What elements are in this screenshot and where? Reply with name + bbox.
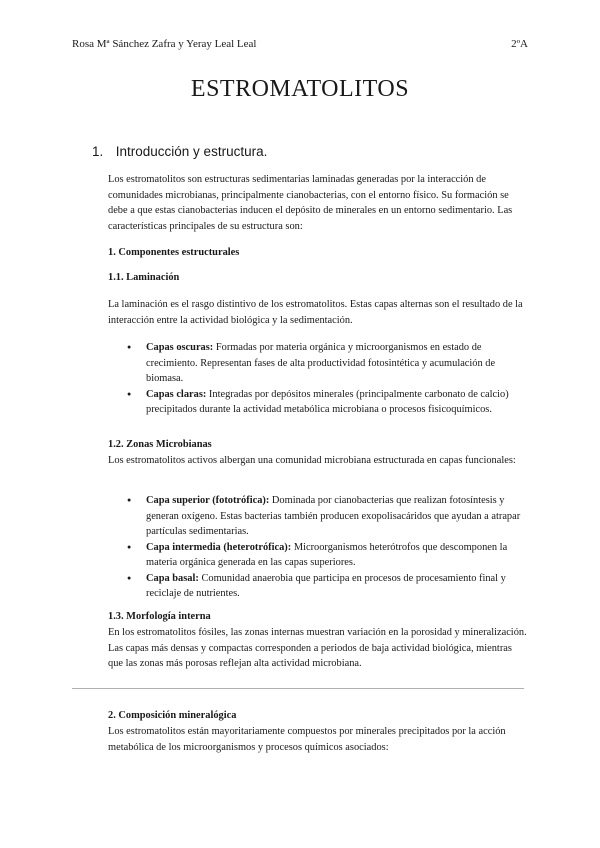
list-item: [108, 387, 528, 418]
list-item: [108, 540, 528, 571]
list-item-term: Capas claras:: [146, 388, 207, 400]
morphology-paragraph: En los estromatolitos fósiles, las zonas internas muestran variación en la porosidad y mineralización. Las capas más densas y compactas corresponden a periodos de baja actividad biológica, mientras que las zonas más porosas reflejan alta actividad microbiana.: [108, 627, 527, 669]
lamination-paragraph: La laminación es el rasgo distintivo de los estromatolitos. Estas capas alternas son el resultado de la interacción entre la actividad biológica y la sedimentación.: [108, 299, 523, 326]
list-item-text: Dominada por cianobacterias que realizan fotosíntesis y generan oxígeno. Estas bacterias también producen exopolisacáridos que ayudan a atrapar partículas sedimentarias.: [146, 495, 521, 537]
list-item-text: Microorganismos heterótrofos que descomponen la materia orgánica generada en las capas superiores.: [146, 541, 508, 568]
lamination-list: [108, 340, 528, 418]
page-header: [72, 38, 528, 52]
mineral-paragraph: Los estromatolitos están mayoritariamente compuestos por minerales precipitados por la acción metabólica de los microorganismos y procesos químicos asociados:: [108, 726, 506, 753]
section-1-title: Introducción y estructura.: [115, 144, 268, 159]
list-item-term: Capa intermedia (heterotrófica):: [146, 541, 292, 553]
list-item: [108, 340, 528, 387]
header-authors: Rosa Mª Sánchez Zafra y Yeray Leal Leal: [72, 38, 257, 50]
list-item: [108, 493, 528, 540]
list-item-text: Integradas por depósitos minerales (principalmente carbonato de calcio) precipitados durante la actividad metabólica microbiana o procesos fisicoquímicos.: [146, 388, 509, 415]
document-title: ESTROMATOLITOS: [190, 76, 410, 102]
header-course: 2ºA: [511, 38, 528, 50]
list-item-text: Comunidad anaerobia que participa en procesos de procesamiento final y reciclaje de nutrientes.: [146, 572, 506, 599]
list-item: [108, 571, 528, 602]
zones-list: [108, 493, 528, 602]
zones-heading: 1.2. Zonas Microbianas: [108, 439, 212, 450]
section-1-number: 1.: [92, 144, 104, 159]
components-heading: 1. Componentes estructurales: [108, 247, 240, 258]
morphology-heading: 1.3. Morfología interna: [108, 611, 211, 622]
list-item-term: Capa superior (fototrófica):: [146, 495, 270, 506]
list-item-term: Capas oscuras:: [146, 342, 214, 353]
intro-paragraph: Los estromatolitos son estructuras sedimentarias laminadas generadas por la interacción de comunidades microbianas, principalmente cianobacterias, con el entorno físico. Su formación se debe a que estas cianobacterias inducen el depósito de minerales en un entorno sedimentario. Las características principales de su estructura son:: [108, 174, 513, 232]
mineral-heading: 2. Composición mineralógica: [108, 710, 237, 721]
list-item-term: Capa basal:: [146, 572, 199, 584]
list-item-text: Formadas por materia orgánica y microorganismos en estado de crecimiento. Representan fases de alta productividad fotosintética y acumulación de biomasa.: [146, 342, 496, 384]
section-1-heading: [92, 144, 267, 159]
section-divider: [72, 688, 524, 689]
zones-paragraph: Los estromatolitos activos albergan una comunidad microbiana estructurada en capas funcionales:: [108, 455, 516, 466]
lamination-heading: 1.1. Laminación: [108, 272, 180, 283]
